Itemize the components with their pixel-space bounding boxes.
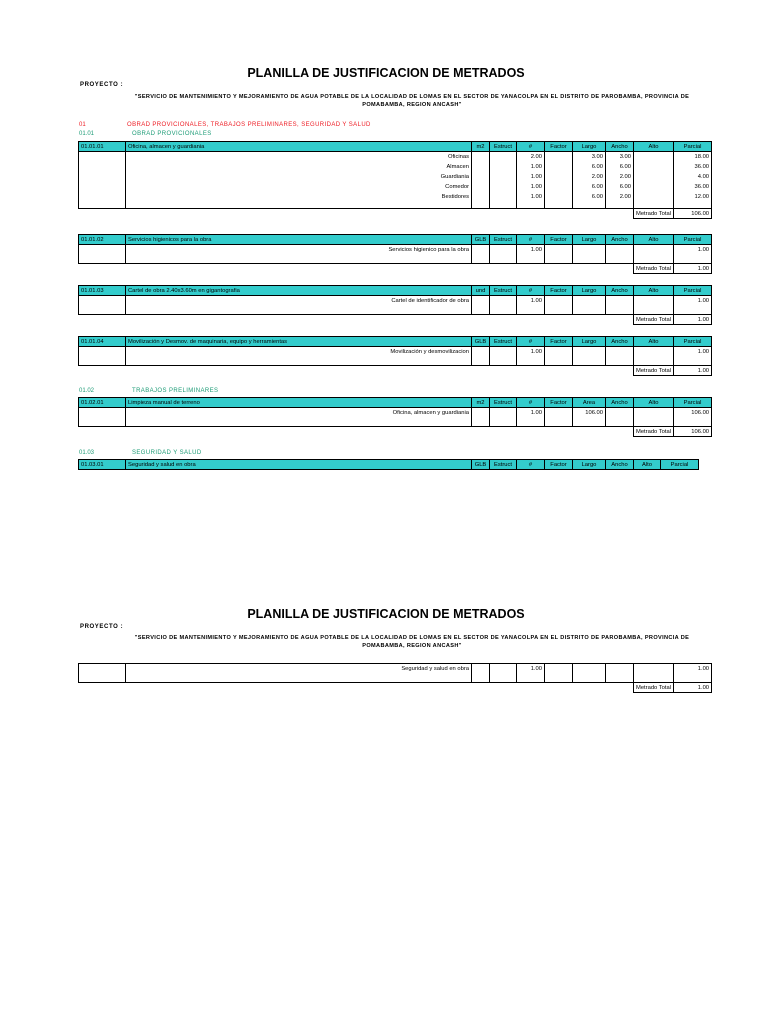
header-factor: Factor bbox=[545, 235, 573, 245]
row-num: 1.00 bbox=[530, 666, 542, 672]
header-num: # bbox=[517, 337, 545, 347]
item-unit: GLB bbox=[472, 235, 490, 245]
row-label: Guardiania bbox=[440, 174, 469, 180]
metrado-total-label: Metrado Total bbox=[634, 209, 674, 219]
metrado-total-label: Metrado Total bbox=[634, 315, 674, 325]
project-description: "SERVICIO DE MANTENIMIENTO Y MEJORAMIENTO DE AGUA POTABLE DE LA LOCALIDAD DE LOMAS EN EL SECTOR DE YANACOLPA EN EL DISTRITO DE PAROBAMBA, PROVINCIA DE POMABAMBA, REGION ANCASH" bbox=[134, 635, 690, 649]
row-area: 106.00 bbox=[585, 410, 603, 416]
header-area: Area bbox=[573, 398, 606, 408]
item-description: Movilización y Desmov. de maquinaria, equipo y herramientas bbox=[126, 337, 472, 347]
project-label: PROYECTO : bbox=[80, 82, 124, 88]
row-label: Bestidores bbox=[441, 194, 469, 200]
table-header-row bbox=[79, 460, 699, 470]
row-parcial: 12.00 bbox=[694, 194, 710, 200]
row-parcial: 1.00 bbox=[697, 247, 710, 253]
project-description: "SERVICIO DE MANTENIMIENTO Y MEJORAMIENTO DE AGUA POTABLE DE LA LOCALIDAD DE LOMAS EN EL SECTOR DE YANACOLPA EN EL DISTRITO DE PAROBAMBA, PROVINCIA DE POMABAMBA, REGION ANCASH" bbox=[134, 94, 690, 108]
page-title: PLANILLA DE JUSTIFICACION DE METRADOS bbox=[247, 66, 525, 80]
header-ancho: Ancho bbox=[606, 337, 634, 347]
item-code: 01.01.02 bbox=[79, 235, 126, 245]
header-alto: Alto bbox=[634, 460, 661, 470]
item-unit: m2 bbox=[472, 398, 490, 408]
header-ancho: Ancho bbox=[606, 398, 634, 408]
section-name: OBRAD PROVICIONALES bbox=[132, 131, 212, 137]
row-label: Seguridad y salud en obra bbox=[401, 666, 469, 672]
metrado-table-01-03-01-continued bbox=[78, 663, 712, 693]
table-header-row bbox=[79, 286, 712, 296]
metrado-total-label: Metrado Total bbox=[634, 366, 674, 376]
header-alto: Alto bbox=[634, 398, 674, 408]
row-num: 1.00 bbox=[530, 247, 542, 253]
header-largo: Largo bbox=[573, 460, 606, 470]
header-parcial: Parcial bbox=[674, 235, 712, 245]
project-label: PROYECTO : bbox=[80, 624, 124, 630]
header-num: # bbox=[517, 235, 545, 245]
section-name: OBRAD PROVICIONALES, TRABAJOS PRELIMINARES, SEGURIDAD Y SALUD bbox=[127, 122, 371, 128]
section-01-03 bbox=[79, 449, 699, 458]
header-estruct: Estruct bbox=[490, 337, 517, 347]
header-alto: Alto bbox=[634, 286, 674, 296]
header-estruct: Estruct bbox=[490, 286, 517, 296]
table-total-row bbox=[79, 366, 712, 376]
table-body-row bbox=[79, 347, 712, 366]
row-label: Comedor bbox=[445, 184, 469, 190]
metrado-total-value: 106.00 bbox=[674, 209, 712, 219]
row-num: 1.00 bbox=[530, 194, 542, 200]
metrado-table-01-02-01 bbox=[78, 397, 712, 437]
item-description: Cartel de obra 2.40x3.60m en gigantografia bbox=[126, 286, 472, 296]
header-largo: Largo bbox=[573, 235, 606, 245]
header-largo: Largo bbox=[573, 286, 606, 296]
header-estruct: Estruct bbox=[490, 235, 517, 245]
metrado-total-value: 1.00 bbox=[674, 315, 712, 325]
header-ancho: Ancho bbox=[606, 460, 634, 470]
row-parcial: 106.00 bbox=[691, 410, 710, 416]
header-num: # bbox=[517, 142, 545, 152]
row-label: Servicios higienico para la obra bbox=[388, 247, 469, 253]
section-code: 01.03 bbox=[79, 450, 95, 456]
header-largo: Largo bbox=[573, 337, 606, 347]
header-largo: Largo bbox=[573, 142, 606, 152]
row-label: Oficina, almacen y guardiania bbox=[392, 410, 469, 416]
item-description: Oficina, almacen y guardiania bbox=[126, 142, 472, 152]
row-largo: 3.00 bbox=[591, 154, 603, 160]
item-code: 01.01.01 bbox=[79, 142, 126, 152]
row-ancho: 6.00 bbox=[619, 184, 631, 190]
row-ancho: 3.00 bbox=[619, 154, 631, 160]
header-estruct: Estruct bbox=[490, 142, 517, 152]
section-name: TRABAJOS PRELIMINARES bbox=[132, 388, 219, 394]
table-header-row bbox=[79, 398, 712, 408]
section-code: 01.02 bbox=[79, 388, 95, 394]
row-largo: 6.00 bbox=[591, 184, 603, 190]
row-parcial: 18.00 bbox=[694, 154, 710, 160]
metrado-total-label: Metrado Total bbox=[634, 427, 674, 437]
item-code: 01.01.03 bbox=[79, 286, 126, 296]
section-01-01 bbox=[79, 130, 699, 139]
header-parcial: Parcial bbox=[674, 286, 712, 296]
header-ancho: Ancho bbox=[606, 286, 634, 296]
header-factor: Factor bbox=[545, 398, 573, 408]
header-num: # bbox=[517, 286, 545, 296]
header-parcial: Parcial bbox=[661, 460, 699, 470]
item-description: Seguridad y salud en obra bbox=[126, 460, 472, 470]
header-alto: Alto bbox=[634, 235, 674, 245]
header-parcial: Parcial bbox=[674, 398, 712, 408]
header-alto: Alto bbox=[634, 337, 674, 347]
row-parcial: 1.00 bbox=[697, 349, 710, 355]
item-unit: und bbox=[472, 286, 490, 296]
header-factor: Factor bbox=[545, 460, 573, 470]
page-title: PLANILLA DE JUSTIFICACION DE METRADOS bbox=[247, 607, 525, 621]
row-label: Oficinas bbox=[448, 154, 469, 160]
metrado-table-01-01-04 bbox=[78, 336, 712, 376]
table-total-row bbox=[79, 209, 712, 219]
header-ancho: Ancho bbox=[606, 142, 634, 152]
item-code: 01.01.04 bbox=[79, 337, 126, 347]
row-ancho: 6.00 bbox=[619, 164, 631, 170]
row-largo: 6.00 bbox=[591, 194, 603, 200]
row-label: Almacen bbox=[446, 164, 469, 170]
metrado-table-01-01-03 bbox=[78, 285, 712, 325]
row-parcial: 1.00 bbox=[697, 666, 710, 672]
item-code: 01.03.01 bbox=[79, 460, 126, 470]
section-code: 01 bbox=[79, 122, 86, 128]
row-num: 1.00 bbox=[530, 174, 542, 180]
header-factor: Factor bbox=[545, 286, 573, 296]
table-body-row bbox=[79, 408, 712, 427]
table-body-row bbox=[79, 245, 712, 264]
metrado-table-01-01-02 bbox=[78, 234, 712, 274]
header-alto: Alto bbox=[634, 142, 674, 152]
row-label: Movilización y desmovilizacion bbox=[390, 349, 469, 355]
item-description: Servicios higienicos para la obra bbox=[126, 235, 472, 245]
metrado-total-value: 1.00 bbox=[674, 683, 712, 693]
row-largo: 6.00 bbox=[591, 164, 603, 170]
row-parcial: 4.00 bbox=[697, 174, 710, 180]
header-estruct: Estruct bbox=[490, 460, 517, 470]
section-name: SEGURIDAD Y SALUD bbox=[132, 450, 202, 456]
table-total-row bbox=[79, 427, 712, 437]
row-num: 1.00 bbox=[530, 298, 542, 304]
row-ancho: 2.00 bbox=[619, 174, 631, 180]
metrado-total-value: 1.00 bbox=[674, 366, 712, 376]
metrado-table-01-03-01 bbox=[78, 459, 699, 470]
row-num: 1.00 bbox=[530, 410, 542, 416]
table-total-row bbox=[79, 315, 712, 325]
header-ancho: Ancho bbox=[606, 235, 634, 245]
table-header-row bbox=[79, 235, 712, 245]
item-description: Limpieza manual de terreno bbox=[126, 398, 472, 408]
header-parcial: Parcial bbox=[674, 142, 712, 152]
table-body-row bbox=[79, 664, 712, 683]
metrado-total-value: 106.00 bbox=[674, 427, 712, 437]
header-parcial: Parcial bbox=[674, 337, 712, 347]
header-factor: Factor bbox=[545, 337, 573, 347]
table-header-row bbox=[79, 142, 712, 152]
row-parcial: 36.00 bbox=[694, 184, 710, 190]
section-01 bbox=[79, 121, 699, 130]
table-body-row bbox=[79, 152, 712, 209]
row-num: 1.00 bbox=[530, 184, 542, 190]
row-num: 1.00 bbox=[530, 164, 542, 170]
item-unit: GLB bbox=[472, 460, 490, 470]
header-factor: Factor bbox=[545, 142, 573, 152]
table-header-row bbox=[79, 337, 712, 347]
table-body-row bbox=[79, 296, 712, 315]
header-num: # bbox=[517, 460, 545, 470]
row-num: 1.00 bbox=[530, 349, 542, 355]
metrado-total-label: Metrado Total bbox=[634, 683, 674, 693]
row-largo: 2.00 bbox=[591, 174, 603, 180]
row-num: 2.00 bbox=[530, 154, 542, 160]
item-unit: m2 bbox=[472, 142, 490, 152]
metrado-total-value: 1.00 bbox=[674, 264, 712, 274]
table-total-row bbox=[79, 683, 712, 693]
table-total-row bbox=[79, 264, 712, 274]
metrado-table-01-01-01 bbox=[78, 141, 712, 219]
row-ancho: 2.00 bbox=[619, 194, 631, 200]
header-num: # bbox=[517, 398, 545, 408]
section-code: 01.01 bbox=[79, 131, 95, 137]
metrado-total-label: Metrado Total bbox=[634, 264, 674, 274]
row-label: Cartel de identificador de obra bbox=[391, 298, 469, 304]
row-parcial: 1.00 bbox=[697, 298, 710, 304]
item-unit: GLB bbox=[472, 337, 490, 347]
item-code: 01.02.01 bbox=[79, 398, 126, 408]
section-01-02 bbox=[79, 387, 699, 396]
row-parcial: 36.00 bbox=[694, 164, 710, 170]
header-estruct: Estruct bbox=[490, 398, 517, 408]
